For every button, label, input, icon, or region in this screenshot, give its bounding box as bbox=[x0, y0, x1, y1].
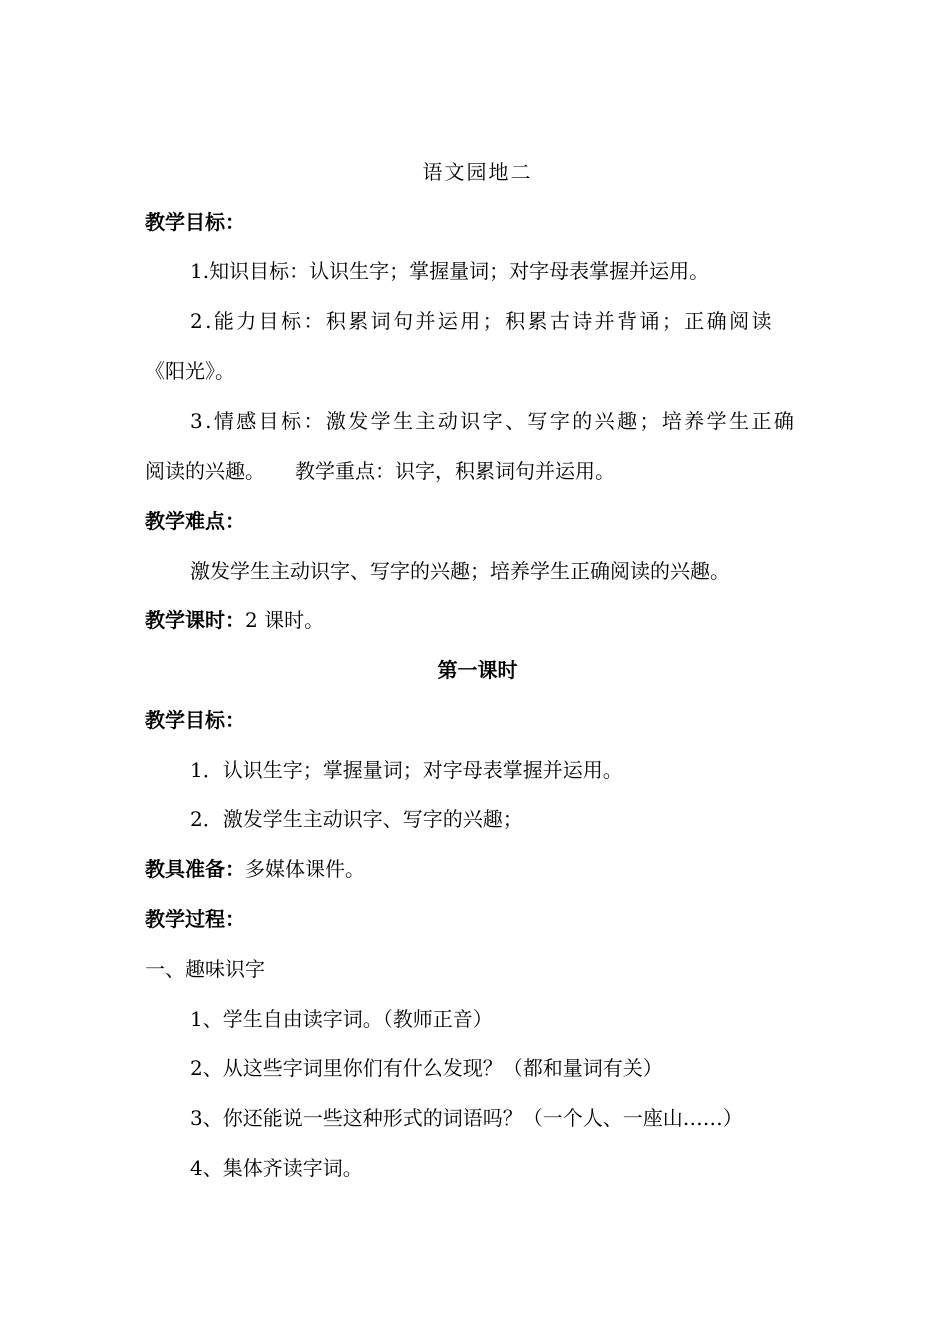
difficulty-heading: 教学难点： bbox=[145, 509, 245, 533]
teaching-hours-label: 教学课时： bbox=[145, 608, 245, 632]
lesson-heading: 第一课时 bbox=[437, 658, 518, 682]
process-step-1: 1、学生自由读字词。（教师正音） bbox=[190, 1007, 493, 1031]
lesson-objectives-heading: 教学目标： bbox=[145, 708, 245, 732]
difficulty-text: 激发学生主动识字、写字的兴趣；培养学生正确阅读的兴趣。 bbox=[190, 559, 730, 583]
process-step-2: 2、从这些字词里你们有什么发现？（都和量词有关） bbox=[190, 1056, 663, 1080]
objective-ability-line2: 《阳光》。 bbox=[145, 359, 235, 383]
lesson-objective-2: 2．激发学生主动识字、写字的兴趣； bbox=[190, 807, 523, 831]
document-title: 语文园地二 bbox=[422, 160, 533, 184]
process-step-4: 4、集体齐读字词。 bbox=[190, 1156, 363, 1180]
teaching-focus: 教学重点：识字，积累词句并运用。 bbox=[295, 459, 615, 483]
objective-emotion-line2 bbox=[145, 457, 810, 485]
teaching-tools bbox=[145, 855, 810, 883]
process-step-3: 3、你还能说一些这种形式的词语吗？（一个人、一座山……） bbox=[190, 1106, 743, 1130]
objective-emotion-text: 阅读的兴趣。 bbox=[145, 459, 265, 483]
objective-ability-line1: 2.能力目标：积累词句并运用；积累古诗并背诵；正确阅读 bbox=[190, 309, 774, 333]
objective-emotion-line1: 3.情感目标：激发学生主动识字、写字的兴趣；培养学生正确 bbox=[190, 409, 797, 433]
objectives-heading: 教学目标： bbox=[145, 210, 245, 234]
lesson-objective-1: 1．认识生字；掌握量词；对字母表掌握并运用。 bbox=[190, 758, 623, 782]
process-heading: 教学过程： bbox=[145, 907, 245, 931]
teaching-tools-value: 多媒体课件。 bbox=[245, 857, 365, 881]
section-heading-1: 一、趣味识字 bbox=[145, 957, 265, 981]
teaching-tools-label: 教具准备： bbox=[145, 857, 245, 881]
teaching-hours bbox=[145, 606, 810, 634]
objective-knowledge: 1.知识目标：认识生字；掌握量词；对字母表掌握并运用。 bbox=[190, 259, 710, 283]
teaching-hours-value: 2 课时。 bbox=[245, 608, 325, 632]
